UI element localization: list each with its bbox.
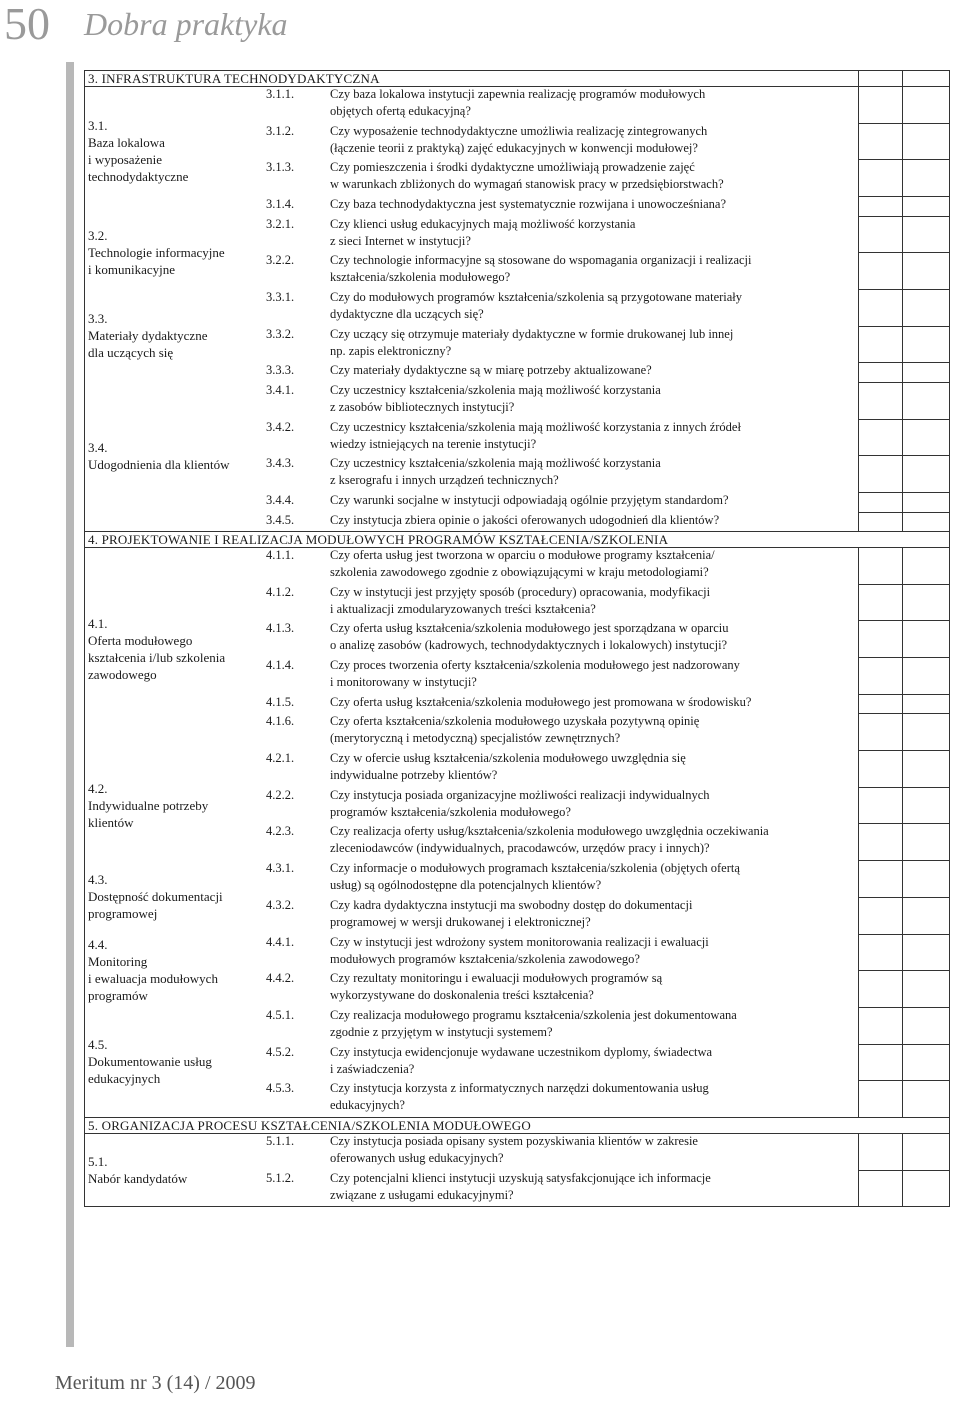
answer-cell-no[interactable] — [902, 1080, 948, 1117]
question-text: Czy w instytucji jest wdrożony system monitorowania realizacji i ewaluacji modułowych programów kształcenia/szkolenia zawodowego? — [330, 934, 709, 966]
answer-cell-no[interactable] — [902, 512, 948, 532]
question-number: 4.1.3. — [266, 621, 295, 636]
question-text: Czy pomieszczenia i środki dydaktyczne umożliwiają prowadzenie zajęć w warunkach zbliżonych do wymagań stanowisk pracy w przedsiębiorstwach? — [330, 160, 724, 192]
answer-cell-no[interactable] — [902, 159, 948, 196]
question-text: Czy oferta usług kształcenia/szkolenia modułowego jest sporządzana w oparciu o analizę zasobów (kadrowych, technodydaktycznych i lokalowych) instytucji? — [330, 621, 729, 653]
question-number: 3.3.2. — [266, 326, 295, 341]
question-row — [84, 547, 854, 584]
question-text: Czy proces tworzenia oferty kształcenia/szkolenia modułowego jest nadzorowany i monitorowany w instytucji? — [330, 658, 740, 690]
question-text: Czy informacje o modułowych programach kształcenia/szkolenia (objętych ofertą usług) są ogólnodostępne dla potencjalnych klientów? — [330, 861, 740, 893]
answer-cell-yes[interactable] — [858, 123, 900, 160]
question-row — [84, 512, 854, 532]
question-number: 4.4.1. — [266, 934, 295, 949]
category-label: 3.3. Materiały dydaktyczne dla uczących się — [88, 310, 208, 360]
answer-cell-no[interactable] — [902, 196, 948, 216]
table-rule — [949, 70, 950, 1206]
category-label: 4.2. Indywidualne potrzeby klientów — [88, 780, 209, 830]
question-number: 3.1.4. — [266, 197, 295, 212]
answer-cell-no[interactable] — [902, 694, 948, 714]
question-number: 4.3.1. — [266, 861, 295, 876]
answer-cell-no[interactable] — [902, 1133, 948, 1170]
category-label: 4.1. Oferta modułowego kształcenia i/lub szkolenia zawodowego — [88, 615, 226, 682]
question-text: Czy technologie informacyjne są stosowane do wspomagania organizacji i realizacji kształcenia/szkolenia modułowego? — [330, 253, 752, 285]
question-number: 4.1.2. — [266, 584, 295, 599]
section-title: Dobra praktyka — [84, 6, 288, 42]
question-text: Czy instytucja ewidencjonuje wydawane uczestnikom dyplomy, świadectwa i zaświadczenia? — [330, 1044, 713, 1076]
answer-cell-yes[interactable] — [858, 419, 900, 456]
side-decoration-bar — [66, 62, 74, 1347]
answer-cell-no[interactable] — [902, 382, 948, 419]
question-number: 4.1.4. — [266, 658, 295, 673]
answer-cell-no[interactable] — [902, 934, 948, 971]
answer-cell-no[interactable] — [902, 657, 948, 694]
question-number: 4.2.2. — [266, 787, 295, 802]
answer-cell-no[interactable] — [902, 897, 948, 934]
question-text: Czy do modułowych programów kształcenia/szkolenia są przygotowane materiały dydaktyczne dla uczących się? — [330, 290, 743, 321]
answer-cell-yes[interactable] — [858, 657, 900, 694]
question-text: Czy warunki socjalne w instytucji odpowiadają ogólnie przyjętym standardom? — [330, 493, 729, 507]
answer-cell-yes[interactable] — [858, 326, 900, 363]
answer-cell-yes[interactable] — [858, 860, 900, 897]
question-number: 4.1.5. — [266, 694, 295, 709]
answer-cell-no[interactable] — [902, 252, 948, 289]
question-text: Czy instytucja korzysta z informatycznych narzędzi dokumentowania usług edukacyjnych? — [330, 1081, 709, 1113]
question-text: Czy instytucja zbiera opinie o jakości oferowanych udogodnień dla klientów? — [330, 512, 720, 527]
question-text: Czy oferta usług jest tworzona w oparciu o modułowe programy kształcenia/ szkolenia zawodowego zgodnie z obowiązującymi w kraju metodologiami? — [330, 548, 715, 579]
question-text: Czy uczestnicy kształcenia/szkolenia mają możliwość korzystania z kserografu i innych urządzeń technicznych? — [330, 456, 661, 488]
question-number: 3.1.1. — [266, 87, 295, 101]
question-number: 4.1.6. — [266, 714, 295, 729]
table-rule — [902, 70, 903, 86]
answer-cell-yes[interactable] — [858, 584, 900, 621]
answer-cell-yes[interactable] — [858, 216, 900, 253]
question-text: Czy oferta kształcenia/szkolenia modułowego uzyskała pozytywną opinię (merytoryczną i metodyczną) specjalistów zewnętrznych? — [330, 714, 700, 746]
question-row — [84, 196, 854, 216]
answer-cell-no[interactable] — [902, 620, 948, 657]
question-number: 4.2.3. — [266, 824, 295, 839]
answer-cell-yes[interactable] — [858, 547, 900, 584]
answer-cell-no[interactable] — [902, 970, 948, 1007]
question-number: 3.1.2. — [266, 123, 295, 138]
question-text: Czy uczestnicy kształcenia/szkolenia mają możliwość korzystania z zasobów bibliotecznych instytucji? — [330, 382, 661, 414]
table-rule — [902, 547, 903, 1117]
question-number: 4.5.2. — [266, 1044, 295, 1059]
table-rule — [858, 547, 859, 1117]
answer-cell-yes[interactable] — [858, 1133, 900, 1170]
answer-cell-no[interactable] — [902, 289, 948, 326]
answer-cell-no[interactable] — [902, 750, 948, 787]
answer-cell-yes[interactable] — [858, 823, 900, 860]
question-row — [84, 382, 854, 419]
question-number: 4.3.2. — [266, 897, 295, 912]
question-number: 4.5.1. — [266, 1007, 295, 1022]
category-label: 3.1. Baza lokalowa i wyposażenie technodydaktyczne — [88, 117, 189, 184]
answer-cell-yes[interactable] — [858, 289, 900, 326]
answer-cell-no[interactable] — [902, 1044, 948, 1081]
section-heading: 5. ORGANIZACJA PROCESU KSZTAŁCENIA/SZKOLENIA MODUŁOWEGO — [88, 1118, 531, 1133]
answer-cell-no[interactable] — [902, 787, 948, 824]
table-rule — [902, 1133, 903, 1206]
question-text: Czy klienci usług edukacyjnych mają możliwość korzystania z sieci Internet w instytucji? — [330, 216, 636, 248]
answer-cell-yes[interactable] — [858, 492, 900, 512]
answer-cell-yes[interactable] — [858, 1170, 900, 1207]
question-text: Czy instytucja posiada organizacyjne możliwości realizacji indywidualnych programów kształcenia/szkolenia modułowego? — [330, 787, 710, 819]
question-number: 4.1.1. — [266, 548, 295, 562]
question-text: Czy materiały dydaktyczne są w miarę potrzeby aktualizowane? — [330, 363, 652, 378]
footer-journal: Meritum nr 3 (14) / 2009 — [55, 1372, 256, 1394]
answer-cell-yes[interactable] — [858, 934, 900, 971]
answer-cell-yes[interactable] — [858, 787, 900, 824]
question-number: 3.2.1. — [266, 216, 295, 231]
category-label: 3.2. Technologie informacyjne i komunikacyjne — [88, 227, 225, 277]
question-number: 3.2.2. — [266, 253, 295, 268]
question-number: 3.4.2. — [266, 419, 295, 434]
answer-cell-yes[interactable] — [858, 694, 900, 714]
evaluation-table — [84, 70, 950, 1216]
answer-cell-no[interactable] — [902, 123, 948, 160]
answer-cell-no[interactable] — [902, 216, 948, 253]
question-text: Czy uczestnicy kształcenia/szkolenia mają możliwość korzystania z innych źródeł wiedzy istniejących na terenie instytucji? — [330, 419, 741, 451]
answer-cell-yes[interactable] — [858, 620, 900, 657]
table-rule — [858, 1133, 859, 1206]
question-number: 3.3.3. — [266, 363, 295, 378]
category-label: 4.3. Dostępność dokumentacji programowej — [88, 872, 223, 922]
answer-cell-yes[interactable] — [858, 1080, 900, 1117]
question-number: 3.4.1. — [266, 382, 295, 397]
category-label: 3.4. Udogodnienia dla klientów — [88, 440, 230, 473]
answer-cell-yes[interactable] — [858, 196, 900, 216]
answer-cell-yes[interactable] — [858, 252, 900, 289]
table-rule — [858, 70, 859, 86]
question-row — [84, 362, 854, 382]
answer-cell-no[interactable] — [902, 455, 948, 492]
page-number: 50 — [4, 0, 50, 49]
table-rule — [84, 1206, 950, 1207]
answer-cell-yes[interactable] — [858, 713, 900, 750]
question-number: 3.1.3. — [266, 160, 295, 175]
section-heading: 4. PROJEKTOWANIE I REALIZACJA MODUŁOWYCH PROGRAMÓW KSZTAŁCENIA/SZKOLENIA — [88, 532, 669, 547]
answer-cell-yes[interactable] — [858, 362, 900, 382]
table-rule — [858, 86, 859, 531]
answer-cell-yes[interactable] — [858, 512, 900, 532]
question-text: Czy uczący się otrzymuje materiały dydaktyczne w formie drukowanej lub innej np. zapis elektroniczny? — [330, 326, 734, 358]
table-rule — [84, 70, 85, 1206]
answer-cell-no[interactable] — [902, 713, 948, 750]
answer-cell-no[interactable] — [902, 547, 948, 584]
question-number: 5.1.1. — [266, 1134, 295, 1148]
category-label: 4.5. Dokumentowanie usług edukacyjnych — [88, 1037, 212, 1087]
question-text: Czy wyposażenie technodydaktyczne umożliwia realizację zintegrowanych (łączenie teorii z praktyką) zajęć edukacyjnych w konwencji modułowej? — [330, 123, 708, 155]
answer-cell-yes[interactable] — [858, 970, 900, 1007]
question-row — [84, 694, 854, 714]
answer-cell-yes[interactable] — [858, 455, 900, 492]
question-row — [84, 713, 854, 750]
question-row — [84, 492, 854, 512]
question-text: Czy baza lokalowa instytucji zapewnia realizację programów modułowych objętych ofertą edukacyjną? — [330, 87, 706, 118]
question-text: Czy potencjalni klienci instytucji uzyskują satysfakcjonujące ich informacje związane z usługami edukacyjnymi? — [330, 1170, 711, 1202]
answer-cell-no[interactable] — [902, 584, 948, 621]
answer-cell-no[interactable] — [902, 1007, 948, 1044]
answer-cell-no[interactable] — [902, 326, 948, 363]
answer-cell-no[interactable] — [902, 86, 948, 123]
answer-cell-no[interactable] — [902, 823, 948, 860]
question-number: 3.3.1. — [266, 290, 295, 304]
answer-cell-yes[interactable] — [858, 897, 900, 934]
table-rule — [902, 86, 903, 531]
answer-cell-no[interactable] — [902, 419, 948, 456]
question-text: Czy kadra dydaktyczna instytucji ma swobodny dostęp do dokumentacji programowej w wersji drukowanej i elektronicznej? — [330, 897, 693, 929]
question-number: 3.4.5. — [266, 512, 295, 527]
question-text: Czy baza technodydaktyczna jest systematycznie rozwijana i unowocześniana? — [330, 197, 727, 212]
answer-cell-yes[interactable] — [858, 1007, 900, 1044]
question-text: Czy instytucja posiada opisany system pozyskiwania klientów w zakresie oferowanych usług edukacyjnych? — [330, 1134, 698, 1165]
question-number: 5.1.2. — [266, 1170, 295, 1185]
answer-cell-yes[interactable] — [858, 159, 900, 196]
question-text: Czy rezultaty monitoringu i ewaluacji modułowych programów są wykorzystywane do doskonalenia treści kształcenia? — [330, 971, 663, 1003]
answer-cell-yes[interactable] — [858, 1044, 900, 1081]
answer-cell-no[interactable] — [902, 362, 948, 382]
answer-cell-no[interactable] — [902, 860, 948, 897]
answer-cell-yes[interactable] — [858, 382, 900, 419]
question-text: Czy oferta usług kształcenia/szkolenia modułowego jest promowana w środowisku? — [330, 694, 752, 709]
category-label: 5.1. Nabór kandydatów — [88, 1153, 188, 1186]
question-number: 4.5.3. — [266, 1081, 295, 1096]
question-text: Czy w instytucji jest przyjęty sposób (procedury) opracowania, modyfikacji i aktualizacji zmodularyzowanych treści kształcenia? — [330, 584, 711, 616]
answer-cell-yes[interactable] — [858, 86, 900, 123]
question-number: 4.4.2. — [266, 971, 295, 986]
section-heading: 3. INFRASTRUKTURA TECHNODYDAKTYCZNA — [88, 71, 380, 86]
question-text: Czy w ofercie usług kształcenia/szkolenia modułowego uwzględnia się indywidualne potrzeby klientów? — [330, 751, 686, 782]
category-label: 4.4. Monitoring i ewaluacja modułowych programów — [88, 937, 218, 1004]
page-header — [0, 0, 960, 70]
question-text: Czy realizacja modułowego programu kształcenia/szkolenia jest dokumentowana zgodnie z przyjętym w instytucji systemem? — [330, 1007, 737, 1039]
question-number: 3.4.4. — [266, 493, 295, 507]
question-text: Czy realizacja oferty usług/kształcenia/szkolenia modułowego uwzględnia oczekiwania zleceniodawców (indywidualnych, pracodawców, urzędów pracy i innych)? — [330, 824, 769, 856]
answer-cell-no[interactable] — [902, 492, 948, 512]
question-number: 4.2.1. — [266, 751, 295, 765]
answer-cell-no[interactable] — [902, 1170, 948, 1207]
question-number: 3.4.3. — [266, 456, 295, 471]
answer-cell-yes[interactable] — [858, 750, 900, 787]
